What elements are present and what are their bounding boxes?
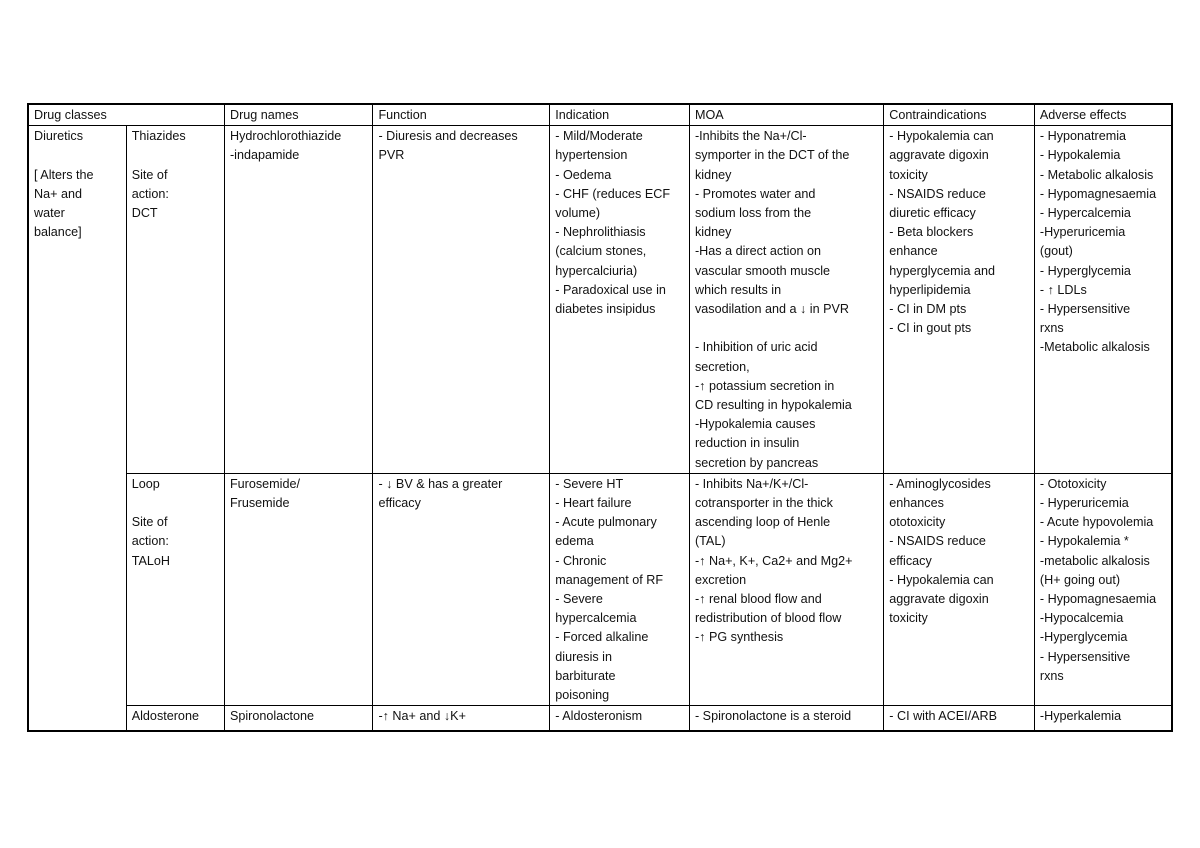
cell-line: reduction in insulin bbox=[694, 436, 800, 451]
cell-line: - Nephrolithiasis bbox=[555, 225, 646, 240]
drug-names-cell bbox=[224, 706, 372, 732]
indication-cell bbox=[550, 706, 690, 732]
table-row bbox=[28, 126, 1172, 474]
function-cell bbox=[373, 473, 550, 705]
cell-line: Thiazides bbox=[131, 129, 186, 144]
contraindications-cell bbox=[884, 706, 1035, 732]
cell-line: Aldosterone bbox=[131, 709, 199, 724]
cell-line: toxicity bbox=[889, 611, 928, 626]
cell-line: - Oedema bbox=[555, 167, 612, 182]
cell-line: - Hypersensitive bbox=[1039, 649, 1131, 664]
function-cell bbox=[373, 126, 550, 474]
cell-line: - ↓ BV & has a greater bbox=[378, 476, 503, 491]
cell-line: management of RF bbox=[555, 572, 664, 587]
cell-line: - Inhibition of uric acid bbox=[694, 340, 818, 355]
cell-line: enhance bbox=[889, 244, 938, 259]
cell-line: [ Alters the bbox=[34, 167, 94, 182]
cell-line: - CI in DM pts bbox=[889, 302, 967, 317]
cell-line: - Aminoglycosides bbox=[889, 476, 991, 491]
class-cell bbox=[126, 473, 224, 705]
cell-line: Site of bbox=[131, 515, 168, 530]
cell-line: edema bbox=[555, 534, 594, 549]
cell-line: - CHF (reduces ECF bbox=[555, 186, 671, 201]
cell-line: -Hyperkalemia bbox=[1039, 709, 1122, 724]
cell-line: secretion by pancreas bbox=[694, 455, 819, 470]
cell-line: ototoxicity bbox=[889, 515, 946, 530]
cell-line: diuresis in bbox=[555, 649, 612, 664]
class-cell bbox=[126, 126, 224, 474]
cell-line: symporter in the DCT of the bbox=[694, 148, 850, 163]
cell-line: - Ototoxicity bbox=[1039, 476, 1107, 491]
cell-line: -Hypokalemia causes bbox=[694, 417, 816, 432]
drug-table bbox=[27, 103, 1173, 732]
cell-line: - Acute hypovolemia bbox=[1039, 515, 1154, 530]
cell-line: -Hyperuricemia bbox=[1039, 225, 1126, 240]
cell-line: water bbox=[34, 206, 65, 220]
cell-line: (calcium stones, bbox=[555, 244, 647, 259]
cell-line: - Severe HT bbox=[555, 476, 624, 491]
cell-line: - Hyponatremia bbox=[1039, 129, 1126, 144]
cell-line: excretion bbox=[694, 572, 747, 587]
cell-line: - Hypomagnesaemia bbox=[1039, 186, 1157, 201]
cell-line: - Paradoxical use in bbox=[555, 282, 666, 297]
cell-line: hyperglycemia and bbox=[889, 263, 995, 278]
cell-line: vasodilation and a ↓ in PVR bbox=[694, 302, 849, 317]
cell-line: poisoning bbox=[555, 688, 610, 703]
cell-line: -Inhibits the Na+/Cl- bbox=[694, 129, 807, 144]
cell-line: action: bbox=[131, 534, 169, 549]
cell-line: aggravate digoxin bbox=[889, 592, 989, 607]
cell-line: (gout) bbox=[1039, 244, 1073, 259]
cell-line: CD resulting in hypokalemia bbox=[694, 398, 852, 413]
cell-line: -Has a direct action on bbox=[694, 244, 821, 259]
cell-line: - Spironolactone is a steroid bbox=[694, 709, 852, 724]
cell-line: - Metabolic alkalosis bbox=[1039, 167, 1154, 182]
contraindications-cell bbox=[884, 473, 1035, 705]
cell-line: toxicity bbox=[889, 167, 928, 182]
cell-line: - NSAIDS reduce bbox=[889, 534, 986, 549]
cell-line: which results in bbox=[694, 282, 782, 297]
table-row bbox=[28, 706, 1172, 732]
adverse-effects-cell bbox=[1034, 706, 1172, 732]
moa-cell bbox=[689, 473, 883, 705]
cell-line: vascular smooth muscle bbox=[694, 263, 831, 278]
cell-line: rxns bbox=[1039, 668, 1064, 683]
cell-line: - Hypokalemia * bbox=[1039, 534, 1129, 549]
cell-line: Spironolactone bbox=[229, 709, 315, 724]
cell-line bbox=[132, 494, 219, 513]
cell-line: - Hypomagnesaemia bbox=[1039, 592, 1157, 607]
cell-line: - Aldosteronism bbox=[555, 709, 643, 724]
cell-line: efficacy bbox=[889, 553, 932, 568]
cell-line: kidney bbox=[694, 225, 732, 240]
cell-line: Na+ and bbox=[34, 186, 82, 201]
cell-line: -↑ Na+, K+, Ca2+ and Mg2+ bbox=[694, 553, 853, 568]
cell-line: hypercalcemia bbox=[555, 611, 637, 626]
cell-line: redistribution of blood flow bbox=[694, 611, 842, 626]
cell-line: Furosemide/ bbox=[229, 476, 300, 491]
cell-line: secretion, bbox=[694, 359, 750, 374]
drug-names-cell bbox=[224, 126, 372, 474]
cell-line: diabetes insipidus bbox=[555, 302, 656, 317]
cell-line: ascending loop of Henle bbox=[694, 515, 831, 530]
cell-line: -metabolic alkalosis bbox=[1039, 553, 1150, 568]
cell-line: PVR bbox=[378, 148, 405, 163]
indication-cell bbox=[550, 473, 690, 705]
cell-line: - NSAIDS reduce bbox=[889, 186, 986, 201]
cell-line: - Hypersensitive bbox=[1039, 302, 1131, 317]
cell-line: Site of bbox=[131, 167, 168, 182]
header-moa: MOA bbox=[689, 104, 883, 126]
cell-line: - Diuresis and decreases bbox=[378, 129, 518, 144]
header-contraindications: Contraindications bbox=[884, 104, 1035, 126]
cell-line: - Hyperglycemia bbox=[1039, 263, 1131, 278]
cell-line: - Inhibits Na+/K+/Cl- bbox=[694, 476, 809, 491]
header-adverse-effects: Adverse effects bbox=[1034, 104, 1172, 126]
table-header-row bbox=[28, 104, 1172, 126]
diuretics-cell bbox=[28, 126, 126, 732]
class-cell bbox=[126, 706, 224, 732]
cell-line: - CI with ACEI/ARB bbox=[889, 709, 998, 724]
cell-line: - Heart failure bbox=[555, 496, 632, 511]
cell-line: hypertension bbox=[555, 148, 628, 163]
cell-line: - Acute pulmonary bbox=[555, 515, 657, 530]
adverse-effects-cell bbox=[1034, 473, 1172, 705]
cell-line: - Hypokalemia can bbox=[889, 572, 994, 587]
moa-cell bbox=[689, 706, 883, 732]
cell-line: - Hypokalemia can bbox=[889, 129, 994, 144]
cell-line: DCT bbox=[131, 206, 158, 220]
function-cell bbox=[373, 706, 550, 732]
cell-line: aggravate digoxin bbox=[889, 148, 989, 163]
header-drug-classes: Drug classes bbox=[28, 104, 224, 126]
cell-line: - ↑ LDLs bbox=[1039, 282, 1087, 297]
header-indication: Indication bbox=[550, 104, 690, 126]
cell-line: - Hyperuricemia bbox=[1039, 496, 1129, 511]
cell-line: - Beta blockers bbox=[889, 225, 974, 240]
cell-line: -↑ renal blood flow and bbox=[694, 592, 822, 607]
cell-line: efficacy bbox=[378, 496, 421, 511]
cell-line: Frusemide bbox=[229, 496, 290, 511]
adverse-effects-cell bbox=[1034, 126, 1172, 474]
cell-line: - Promotes water and bbox=[694, 186, 816, 201]
cell-line: -↑ PG synthesis bbox=[694, 630, 784, 645]
cell-line: -↑ potassium secretion in bbox=[694, 378, 835, 393]
header-drug-names: Drug names bbox=[224, 104, 372, 126]
cell-line bbox=[695, 319, 878, 338]
cell-line: diuretic efficacy bbox=[889, 206, 976, 221]
cell-line: cotransporter in the thick bbox=[694, 496, 833, 511]
cell-line: Loop bbox=[131, 476, 160, 491]
cell-line: - Forced alkaline bbox=[555, 630, 649, 645]
contraindications-cell bbox=[884, 126, 1035, 474]
cell-line: - Severe bbox=[555, 592, 603, 607]
cell-line: barbiturate bbox=[555, 668, 616, 683]
cell-line: -Metabolic alkalosis bbox=[1039, 340, 1150, 355]
cell-line: hyperlipidemia bbox=[889, 282, 971, 297]
drug-names-cell bbox=[224, 473, 372, 705]
cell-line: (TAL) bbox=[694, 534, 726, 549]
cell-line: (H+ going out) bbox=[1039, 572, 1121, 587]
cell-line: -Hyperglycemia bbox=[1039, 630, 1128, 645]
cell-line: sodium loss from the bbox=[694, 206, 812, 221]
cell-line: Hydrochlorothiazide bbox=[229, 129, 342, 144]
indication-cell bbox=[550, 126, 690, 474]
cell-line bbox=[34, 146, 121, 165]
cell-line: hypercalciuria) bbox=[555, 263, 638, 278]
cell-line: rxns bbox=[1039, 321, 1064, 336]
cell-line: - CI in gout pts bbox=[889, 321, 972, 336]
cell-line: - Hypercalcemia bbox=[1039, 206, 1131, 221]
header-function: Function bbox=[373, 104, 550, 126]
table-row bbox=[28, 473, 1172, 705]
moa-cell bbox=[689, 126, 883, 474]
cell-line: TALoH bbox=[131, 553, 170, 568]
cell-line: volume) bbox=[555, 206, 601, 221]
cell-line: enhances bbox=[889, 496, 944, 511]
cell-line: kidney bbox=[694, 167, 732, 182]
cell-line: action: bbox=[131, 186, 169, 201]
cell-line: balance] bbox=[34, 225, 82, 240]
cell-line: - Hypokalemia bbox=[1039, 148, 1121, 163]
cell-line: - Chronic bbox=[555, 553, 607, 568]
cell-line: -Hypocalcemia bbox=[1039, 611, 1124, 626]
cell-line bbox=[132, 146, 219, 165]
cell-line: -↑ Na+ and ↓K+ bbox=[378, 709, 466, 724]
cell-line: - Mild/Moderate bbox=[555, 129, 643, 144]
cell-line: Diuretics bbox=[34, 129, 83, 144]
cell-line: -indapamide bbox=[229, 148, 300, 163]
